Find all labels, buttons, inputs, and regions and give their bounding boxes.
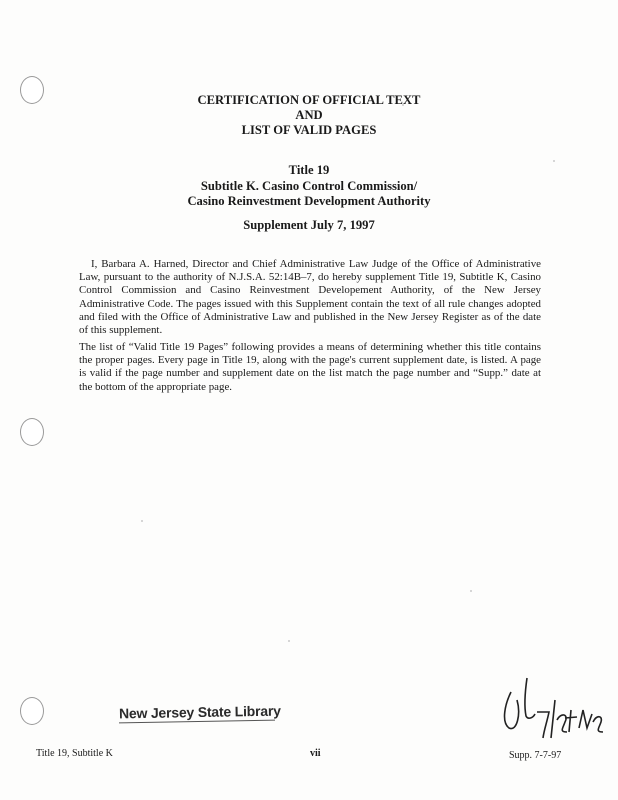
- punch-hole-bottom: [20, 697, 44, 725]
- scan-speck: [141, 520, 143, 522]
- title-number: Title 19: [288, 163, 330, 177]
- certification-heading-line3: LIST OF VALID PAGES: [241, 123, 377, 137]
- subtitle-line1: Subtitle K. Casino Control Commission/: [200, 179, 418, 193]
- scan-speck: [553, 160, 555, 162]
- scan-speck: [470, 590, 472, 592]
- supplement-date-heading: Supplement July 7, 1997: [243, 218, 375, 232]
- certification-paragraph: I, Barbara A. Harned, Director and Chief Administrative Law Judge of the Office of Administrative Law, pursuant to the authority of N.J.S.A. 52:14B–7, do hereby supplement Title 19, Subtitle K, Casino Control Commission and Casino Reinvestment Developement Authority, of the New Jersey Administrative Code. The pages issued with this Supplement contain the text of all rule changes adopted and filed with the Office of Administrative Law and published in the New Jersey Register as of the date of this supplement.: [79, 258, 541, 337]
- footer-supplement-date: Supp. 7-7-97: [509, 750, 562, 761]
- scan-speck: [288, 640, 290, 642]
- punch-hole-middle: [20, 418, 44, 446]
- valid-pages-paragraph: The list of “Valid Title 19 Pages” following provides a means of determining whether this title contains the proper pages. Every page in Title 19, along with the page's current supplement date, is listed. A page is valid if the page number and supplement date on the list match the page number and “Supp.” date at the bottom of the appropriate page.: [79, 341, 541, 393]
- footer-page-number: vii: [310, 748, 321, 759]
- library-stamp: New Jersey State Library: [118, 702, 281, 722]
- subtitle-line2: Casino Reinvestment Development Authority: [187, 194, 431, 208]
- handwritten-date-signature: [497, 670, 605, 748]
- footer-title-subtitle: Title 19, Subtitle K: [36, 748, 113, 759]
- certification-heading-line2: AND: [295, 108, 323, 122]
- certification-heading-line1: CERTIFICATION OF OFFICIAL TEXT: [197, 93, 421, 107]
